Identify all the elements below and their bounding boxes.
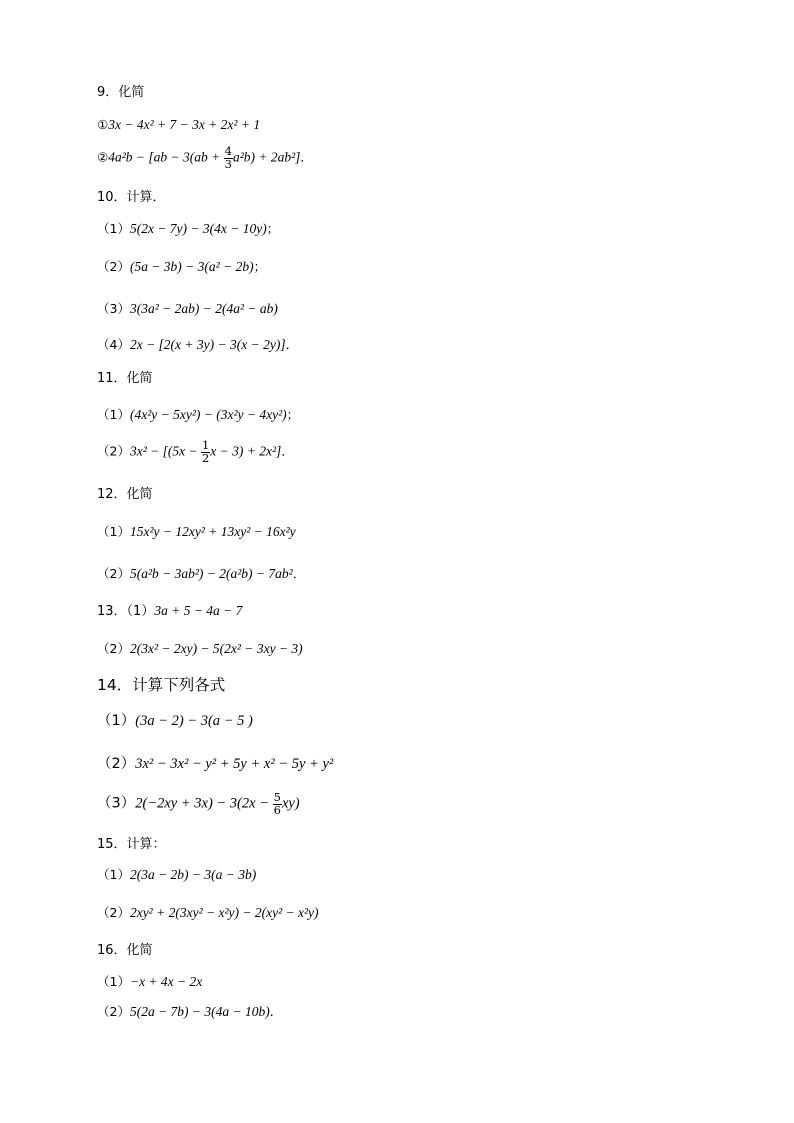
fraction: $\frac{1}{2}$	[201, 438, 210, 465]
problem-9-heading: 9．化简	[97, 85, 145, 100]
problem-10-heading: 10．计算．	[97, 190, 166, 205]
problem-11-heading: 11．化简	[97, 371, 153, 386]
problem-13-part-2: （2）2(3x² − 2xy) − 5(2x² − 3xy − 3)	[97, 641, 303, 656]
problem-10-part-1: （1）5(2x − 7y) − 3(4x − 10y)；	[97, 221, 280, 236]
problem-15-part-1: （1）2(3a − 2b) − 3(a − 3b)	[97, 867, 257, 882]
problem-12-part-2: （2）5(a²b − 3ab²) − 2(a²b) − 7ab²．	[97, 566, 306, 581]
problem-10-part-2: （2）(5a − 3b) − 3(a² − 2b)；	[97, 259, 267, 274]
problem-11-part-1: （1）(4x²y − 5xy²) − (3x²y − 4xy²)；	[97, 407, 300, 422]
problem-10-part-4: （4）2x − [2(x + 3y) − 3(x − 2y)]．	[97, 337, 299, 352]
problem-12-heading: 12．化简	[97, 487, 153, 502]
problem-16-heading: 16．化简	[97, 943, 153, 958]
problem-16-part-2: （2）5(2a − 7b) − 3(4a − 10b)．	[97, 1004, 283, 1019]
problem-15-part-2: （2）2xy² + 2(3xy² − x²y) − 2(xy² − x²y)	[97, 905, 319, 920]
problem-11-part-2: （2）3x² − [(5x − $\frac{1}{2}$ x − 3) + 2x²]．	[97, 438, 294, 465]
fraction: $\frac{5}{6}$	[273, 790, 281, 817]
fraction: $\frac{4}{3}$	[224, 144, 232, 171]
problem-14-part-2: （2）3x² − 3x² − y² + 5y + x² − 5y + y²	[97, 756, 334, 772]
problem-9-part-2: ②4a²b − [ab − 3(ab + $\frac{4}{3}$ a²b) + 2ab²]．	[97, 144, 313, 171]
problem-9-part-1: ①3x − 4x² + 7 − 3x + 2x² + 1	[97, 117, 261, 132]
problem-16-part-1: （1）−x + 4x − 2x	[97, 974, 203, 989]
problem-12-part-1: （1）15x²y − 12xy² + 13xy² − 16x²y	[97, 524, 296, 539]
problem-13-part-1: 13．（1）3a + 5 − 4a − 7	[97, 603, 243, 619]
problem-10-part-3: （3）3(3a² − 2ab) − 2(4a² − ab)	[97, 301, 278, 316]
problem-14-part-1: （1）(3a − 2) − 3(a − 5 )	[97, 713, 253, 729]
problem-14-heading: 14．计算下列各式	[97, 676, 226, 694]
problem-14-part-3: （3）2(−2xy + 3x) − 3(2x − $\frac{5}{6}$ xy)	[97, 790, 300, 817]
problem-15-heading: 15．计算：	[97, 837, 166, 852]
